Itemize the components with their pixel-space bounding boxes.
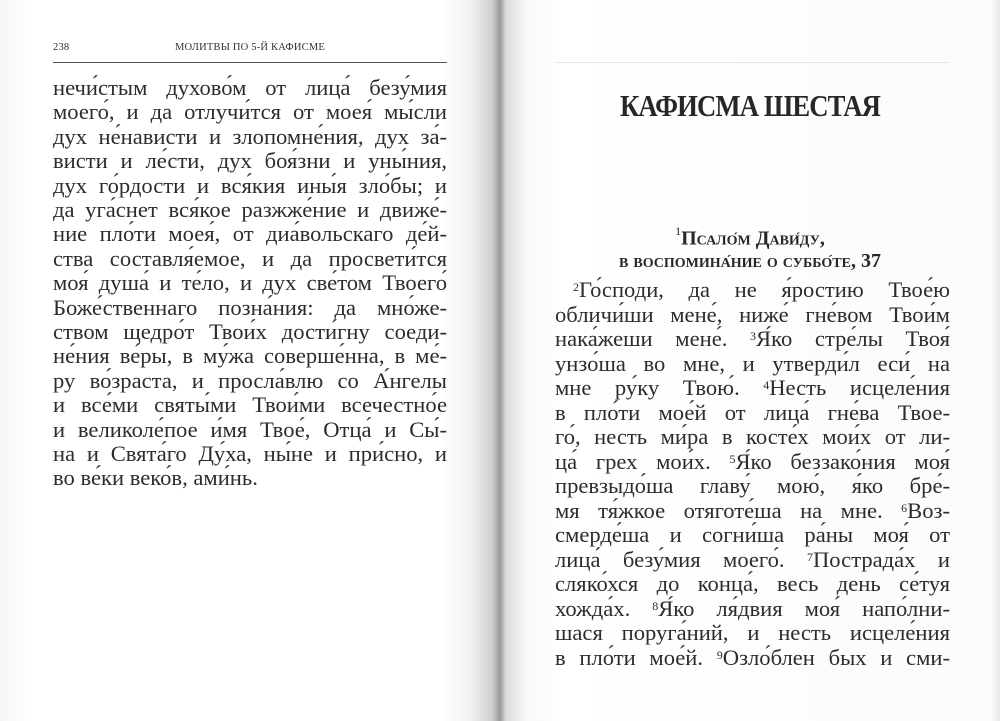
heading-text: Псало́м Дави́ду, [681, 227, 825, 250]
verse-number: 4 [763, 378, 770, 392]
line-text: шася поруга́ний, и несть исцеле́ния [555, 620, 950, 645]
verse-number: 2 [573, 280, 579, 294]
text-line: не́ния ве́ры, в му́жа соверше́нна, в ме́- [53, 343, 447, 369]
psalm-heading-line1 [505, 226, 995, 251]
text-line: и все́ми святы́ми Твои́ми всечестно́е [53, 392, 447, 418]
text-line: ством щедро́т Твои́х дости́гну соеди- [53, 319, 447, 344]
right-page [505, 0, 1000, 721]
line-text: Озло́блен бых и сми- [722, 644, 950, 670]
text-line [555, 645, 950, 671]
line-text: нака́жеши мене́. [555, 326, 751, 351]
verse-number: 7 [806, 549, 813, 564]
verse-number: 5 [729, 451, 736, 466]
psalm-heading-line2: в воспомина́ние о суббо́те, 37 [619, 250, 881, 272]
line-text: Пострада́х и [812, 546, 950, 572]
line-text: Я́ко ля́двия моя́ напо́лни- [658, 595, 950, 621]
line-text: унзо́ша во мне, и утверди́л еси́ на [555, 350, 950, 376]
line-text: Несть исцеле́ния [769, 375, 950, 400]
text-line [555, 351, 950, 377]
text-line: ру во́зраста, и просла́влю со А́нгелы [53, 367, 447, 393]
text-line: нечи́стым духово́м от лица́ безу́мия [53, 75, 447, 100]
line-text: в пло́ти мое́й. [555, 644, 717, 670]
line-text: Воз- [907, 497, 950, 523]
text-line: ние пло́ти моея́, от диа́вольскаго де́й- [53, 221, 447, 247]
text-line: и великоле́пое и́мя Твое́, Отца́ и Сы́- [53, 416, 447, 442]
header-rule [53, 62, 447, 63]
verse-number: 8 [652, 598, 659, 613]
text-line [573, 277, 950, 303]
text-line [555, 596, 950, 622]
text-line [555, 498, 950, 524]
text-line [555, 473, 950, 499]
line-text: смерде́ша и согни́ша ра́ны моя́ от [555, 522, 950, 547]
text-line: Боже́ственнаго позна́ния: да мно́же- [53, 294, 447, 320]
line-text: мя тя́жкое отяготе́ша на мне. [555, 497, 902, 523]
chapter-title: КАФИСМА ШЕСТАЯ [619, 88, 881, 123]
line-text: сляко́хся до конца́, весь день се́туя [555, 571, 950, 596]
text-line: дух го́рдости и вся́кия ины́я зло́бы; и [53, 172, 447, 198]
text-line [555, 571, 950, 597]
text-line: во ве́ки веко́в, ами́нь. [53, 465, 258, 491]
text-line [555, 620, 950, 646]
line-text: Я́ко стре́лы Твоя́ [756, 326, 950, 351]
page-number: 238 [53, 42, 70, 53]
text-line [555, 326, 950, 352]
text-line [555, 522, 950, 548]
text-line: да уга́снет вся́кое разжже́ние и движе́- [53, 197, 447, 222]
verse-number: 3 [750, 329, 757, 343]
verse-number: 9 [716, 647, 723, 662]
text-line [555, 400, 950, 426]
line-text: превзыдо́ша главу́ мою́, я́ко бре́- [555, 473, 950, 498]
header-rule [555, 62, 950, 63]
line-text: го́, несть ми́ра в косте́х мои́х от ли- [555, 424, 950, 449]
text-line [555, 449, 950, 475]
line-text: мне ру́ку Твою́. [555, 375, 764, 400]
text-line: ства составля́емое, и да просвети́тся [53, 245, 447, 271]
text-line: дух не́нависти и злопомне́ния, дух за́- [53, 123, 447, 149]
line-text: ца́ грех мои́х. [555, 448, 730, 474]
text-line: моего́, и да отлучи́тся от моея́ мы́сли [53, 99, 447, 125]
verse-number: 6 [901, 500, 908, 515]
text-line: моя́ душа́ и те́ло, и дух све́том Твоего́ [53, 270, 447, 296]
line-text: Я́ко беззако́ния моя́ [735, 448, 950, 474]
line-text: обличи́ши мене́, ниже́ гне́вом Твои́м [555, 301, 950, 327]
text-line: висти и ле́сти, дух боя́зни и уны́ния, [53, 148, 447, 174]
text-line [555, 375, 950, 401]
line-text: в пло́ти мое́й от лица́ гне́ва Твое- [555, 399, 950, 425]
text-line: на и Свята́го Ду́ха, ны́не и при́сно, и [53, 441, 447, 466]
text-line [555, 547, 950, 573]
left-page [0, 0, 495, 721]
line-text: Го́споди, да не я́ростию Твое́ю [579, 277, 950, 302]
text-line [555, 424, 950, 450]
line-text: лица́ безу́мия моего́. [555, 546, 807, 572]
verse-number: 1 [675, 224, 682, 238]
line-text: хожда́х. [555, 595, 653, 621]
running-head: МОЛИТВЫ ПО 5-Й КАФИСМЕ [174, 42, 325, 53]
text-line [555, 302, 950, 328]
